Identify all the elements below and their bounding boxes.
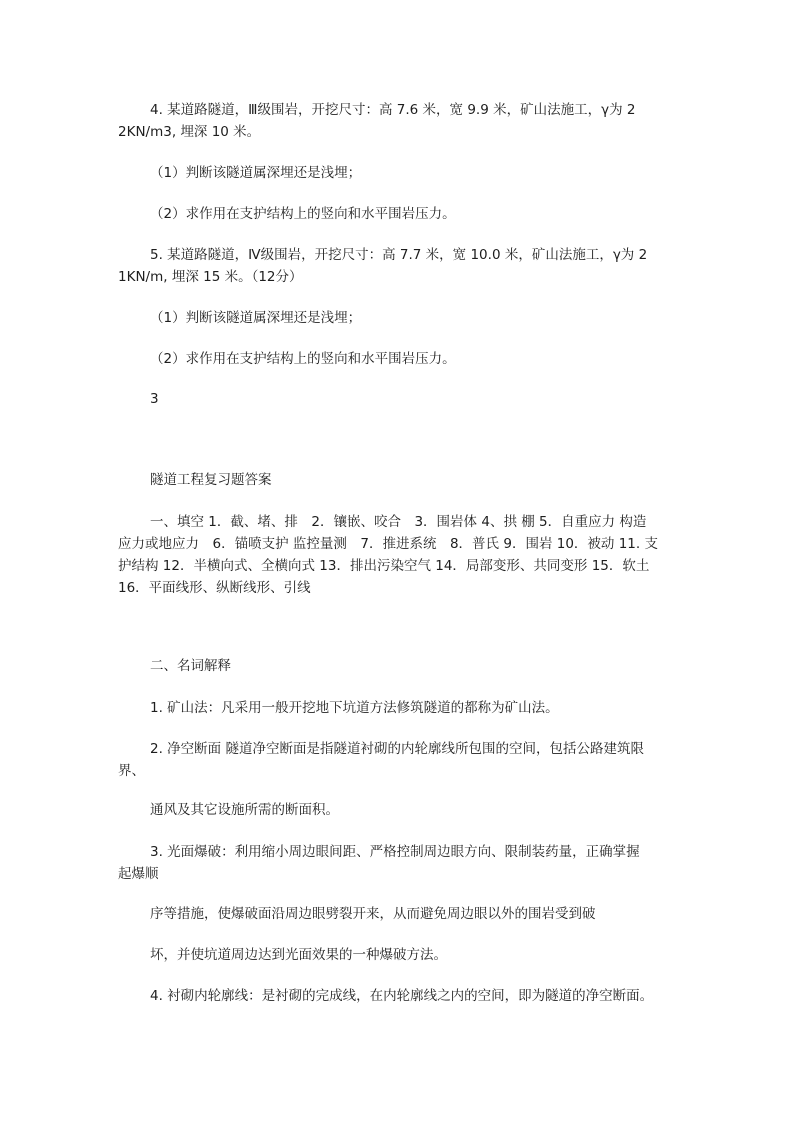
term-2-line-1: 2. 净空断面 隧道净空断面是指隧道衬砌的内轮廓线所包围的空间，包括公路建筑限: [150, 741, 644, 757]
q5-sub-2: （2）求作用在支护结构上的竖向和水平围岩压力。: [150, 351, 456, 367]
q5-line-1: 5. 某道路隧道，Ⅳ级围岩，开挖尺寸：高 7.7 米，宽 10.0 米，矿山法施工，γ为 2: [150, 247, 648, 263]
fill-in-line-4: 16．平面线形、纵断线形、引线: [118, 580, 311, 596]
term-3-line-1: 3. 光面爆破：利用缩小周边眼间距、严格控制周边眼方向、限制装药量，正确掌握: [150, 844, 640, 860]
q4-sub-1: （1）判断该隧道属深埋还是浅埋；: [150, 165, 362, 181]
answers-title: 隧道工程复习题答案: [150, 472, 272, 488]
q4-line-2: 2KN/m3, 埋深 10 米。: [118, 124, 261, 140]
term-4: 4. 衬砌内轮廓线：是衬砌的完成线，在内轮廓线之内的空间，即为隧道的净空断面。: [150, 988, 654, 1004]
term-2-line-3: 通风及其它设施所需的断面积。: [150, 802, 339, 818]
q4-sub-2: （2）求作用在支护结构上的竖向和水平围岩压力。: [150, 206, 456, 222]
term-1: 1. 矿山法：凡采用一般开挖地下坑道方法修筑隧道的都称为矿山法。: [150, 700, 559, 716]
fill-in-line-3: 护结构 12．半横向式、全横向式 13．排出污染空气 14．局部变形、共同变形 15．软土: [118, 558, 650, 574]
q5-line-2: 1KN/m, 埋深 15 米。（12分）: [118, 269, 303, 285]
term-3-line-2: 起爆顺: [118, 866, 159, 882]
q5-sub-1: （1）判断该隧道属深埋还是浅埋；: [150, 310, 362, 326]
terms-heading: 二、名词解释: [150, 658, 231, 674]
fill-in-line-2: 应力或地应力 6．锚喷支护 监控量测 7．推进系统 8．普氏 9．围岩 10．被动 11. 支: [118, 536, 658, 552]
fill-in-line-1: 一、填空 1．截、堵、排 2．镶嵌、咬合 3．围岩体 4、拱 棚 5．自重应力 构造: [150, 514, 647, 530]
page-number: 3: [150, 391, 159, 407]
term-3-line-3: 序等措施，使爆破面沿周边眼劈裂开来，从而避免周边眼以外的围岩受到破: [150, 906, 596, 922]
term-2-line-2: 界、: [118, 763, 145, 779]
q4-line-1: 4. 某道路隧道，Ⅲ级围岩，开挖尺寸：高 7.6 米，宽 9.9 米，矿山法施工，γ为 2: [150, 102, 636, 118]
term-3-line-4: 坏，并使坑道周边达到光面效果的一种爆破方法。: [150, 947, 447, 963]
